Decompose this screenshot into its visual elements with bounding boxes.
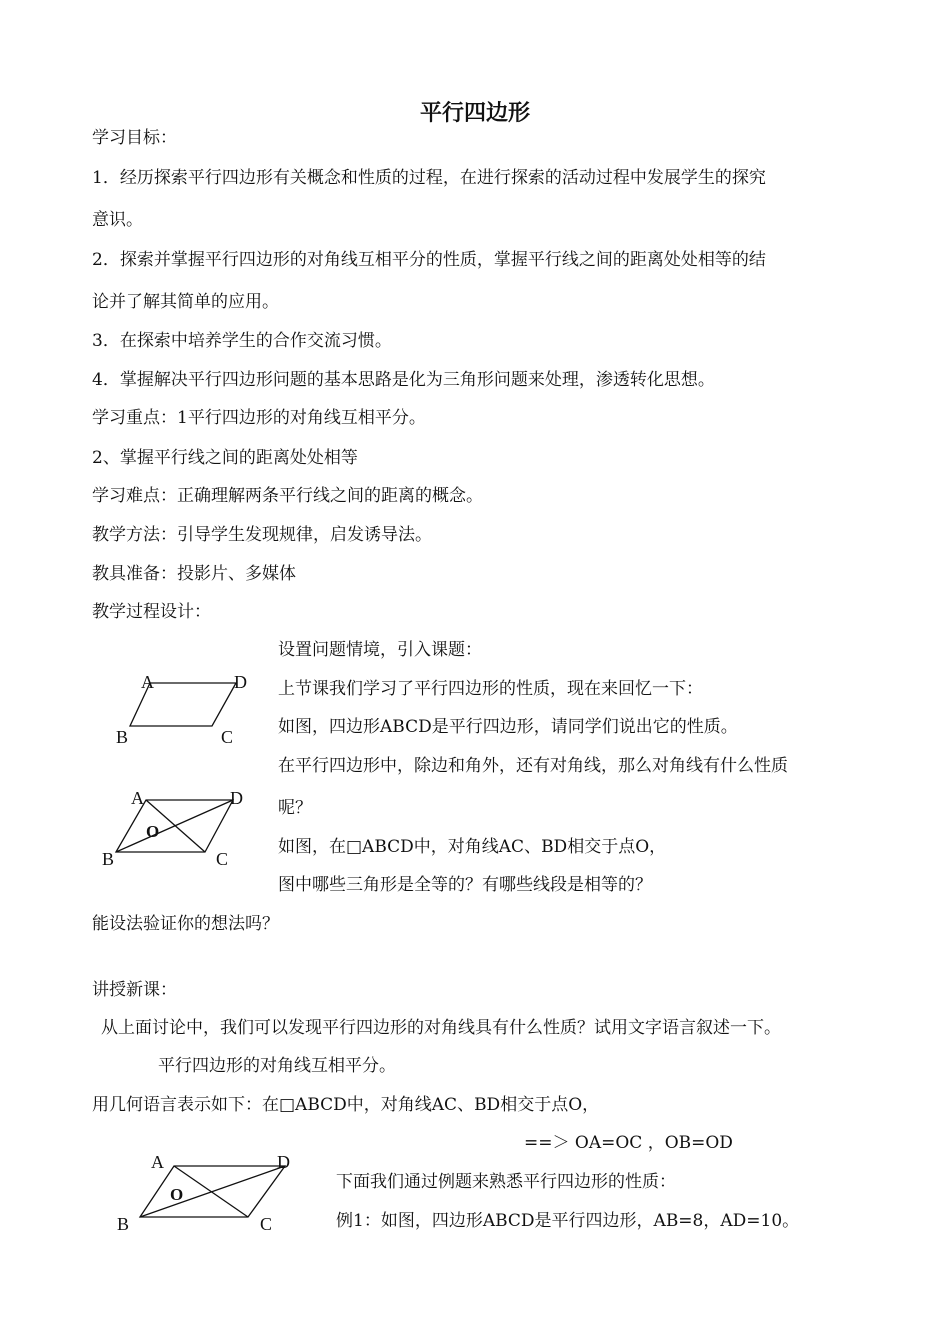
example-1: 例1：如图，四边形ABCD是平行四边形，AB=8，AD=10。 xyxy=(336,1211,800,1231)
parallelogram-figure-2 xyxy=(95,785,265,880)
diagonal-bd xyxy=(140,1166,285,1217)
intro-line-4a: 在平行四边形中，除边和角外，还有对角线，那么对角线有什么性质 xyxy=(278,756,788,776)
page-title: 平行四边形 xyxy=(419,100,530,126)
intro-line-4b: 呢？ xyxy=(278,798,312,818)
vertex-label-d: D xyxy=(277,1152,290,1172)
objectives-heading: 学习目标： xyxy=(92,128,177,148)
process-heading: 教学过程设计： xyxy=(92,602,211,622)
vertex-label-d: D xyxy=(230,788,243,808)
key-point-1: 学习重点：1平行四边形的对角线互相平分。 xyxy=(92,408,426,428)
intro-line-1: 设置问题情境，引入课题： xyxy=(278,640,482,660)
vertex-label-b: B xyxy=(117,1214,130,1234)
vertex-label-c: C xyxy=(260,1214,273,1234)
key-point-2: 2、掌握平行线之间的距离处处相等 xyxy=(92,448,358,468)
intro-line-3: 如图，四边形ABCD是平行四边形，请同学们说出它的性质。 xyxy=(278,717,738,737)
center-label-o: O xyxy=(170,1185,184,1204)
teaching-tools: 教具准备：投影片、多媒体 xyxy=(92,564,296,584)
objective-2-line-2: 论并了解其简单的应用。 xyxy=(92,292,279,312)
objective-1-line-1: 1．经历探索平行四边形有关概念和性质的过程，在进行探索的活动过程中发展学生的探究 xyxy=(92,168,766,188)
vertex-label-d: D xyxy=(234,672,247,692)
objective-3: 3．在探索中培养学生的合作交流习惯。 xyxy=(92,331,392,351)
intro-line-6: 图中哪些三角形是全等的？有哪些线段是相等的？ xyxy=(278,875,652,895)
example-intro: 下面我们通过例题来熟悉平行四边形的性质： xyxy=(336,1172,676,1192)
vertex-label-b: B xyxy=(102,849,115,869)
vertex-label-c: C xyxy=(221,727,234,747)
difficulty: 学习难点：正确理解两条平行线之间的距离的概念。 xyxy=(92,486,483,506)
parallelogram-figure-3 xyxy=(105,1150,305,1240)
intro-line-7: 能设法验证你的想法吗？ xyxy=(92,914,279,934)
vertex-label-a: A xyxy=(151,1152,164,1172)
vertex-label-c: C xyxy=(216,849,229,869)
objective-1-line-2: 意识。 xyxy=(92,210,143,230)
intro-line-5: 如图，在□ABCD中，对角线AC、BD相交于点O， xyxy=(278,837,667,857)
property-statement: 平行四边形的对角线互相平分。 xyxy=(158,1056,396,1076)
teaching-method: 教学方法：引导学生发现规律，启发诱导法。 xyxy=(92,525,432,545)
vertex-label-a: A xyxy=(141,672,154,692)
vertex-label-b: B xyxy=(116,727,129,747)
intro-line-2: 上节课我们学习了平行四边形的性质，现在来回忆一下： xyxy=(278,679,703,699)
parallelogram-figure-1 xyxy=(100,665,270,750)
objective-2-line-1: 2．探索并掌握平行四边形的对角线互相平分的性质，掌握平行线之间的距离处处相等的结 xyxy=(92,250,766,270)
center-label-o: O xyxy=(146,822,160,841)
geometry-conclusion: ==＞ OA=OC ，OB=OD xyxy=(524,1133,733,1153)
new-lesson-line-1: 从上面讨论中，我们可以发现平行四边形的对角线具有什么性质？试用文字语言叙述一下。 xyxy=(101,1018,781,1038)
objective-4: 4．掌握解决平行四边形问题的基本思路是化为三角形问题来处理，渗透转化思想。 xyxy=(92,370,715,390)
new-lesson-line-3: 用几何语言表示如下：在□ABCD中，对角线AC、BD相交于点O， xyxy=(92,1095,600,1115)
new-lesson-heading: 讲授新课： xyxy=(92,980,177,1000)
vertex-label-a: A xyxy=(131,788,144,808)
